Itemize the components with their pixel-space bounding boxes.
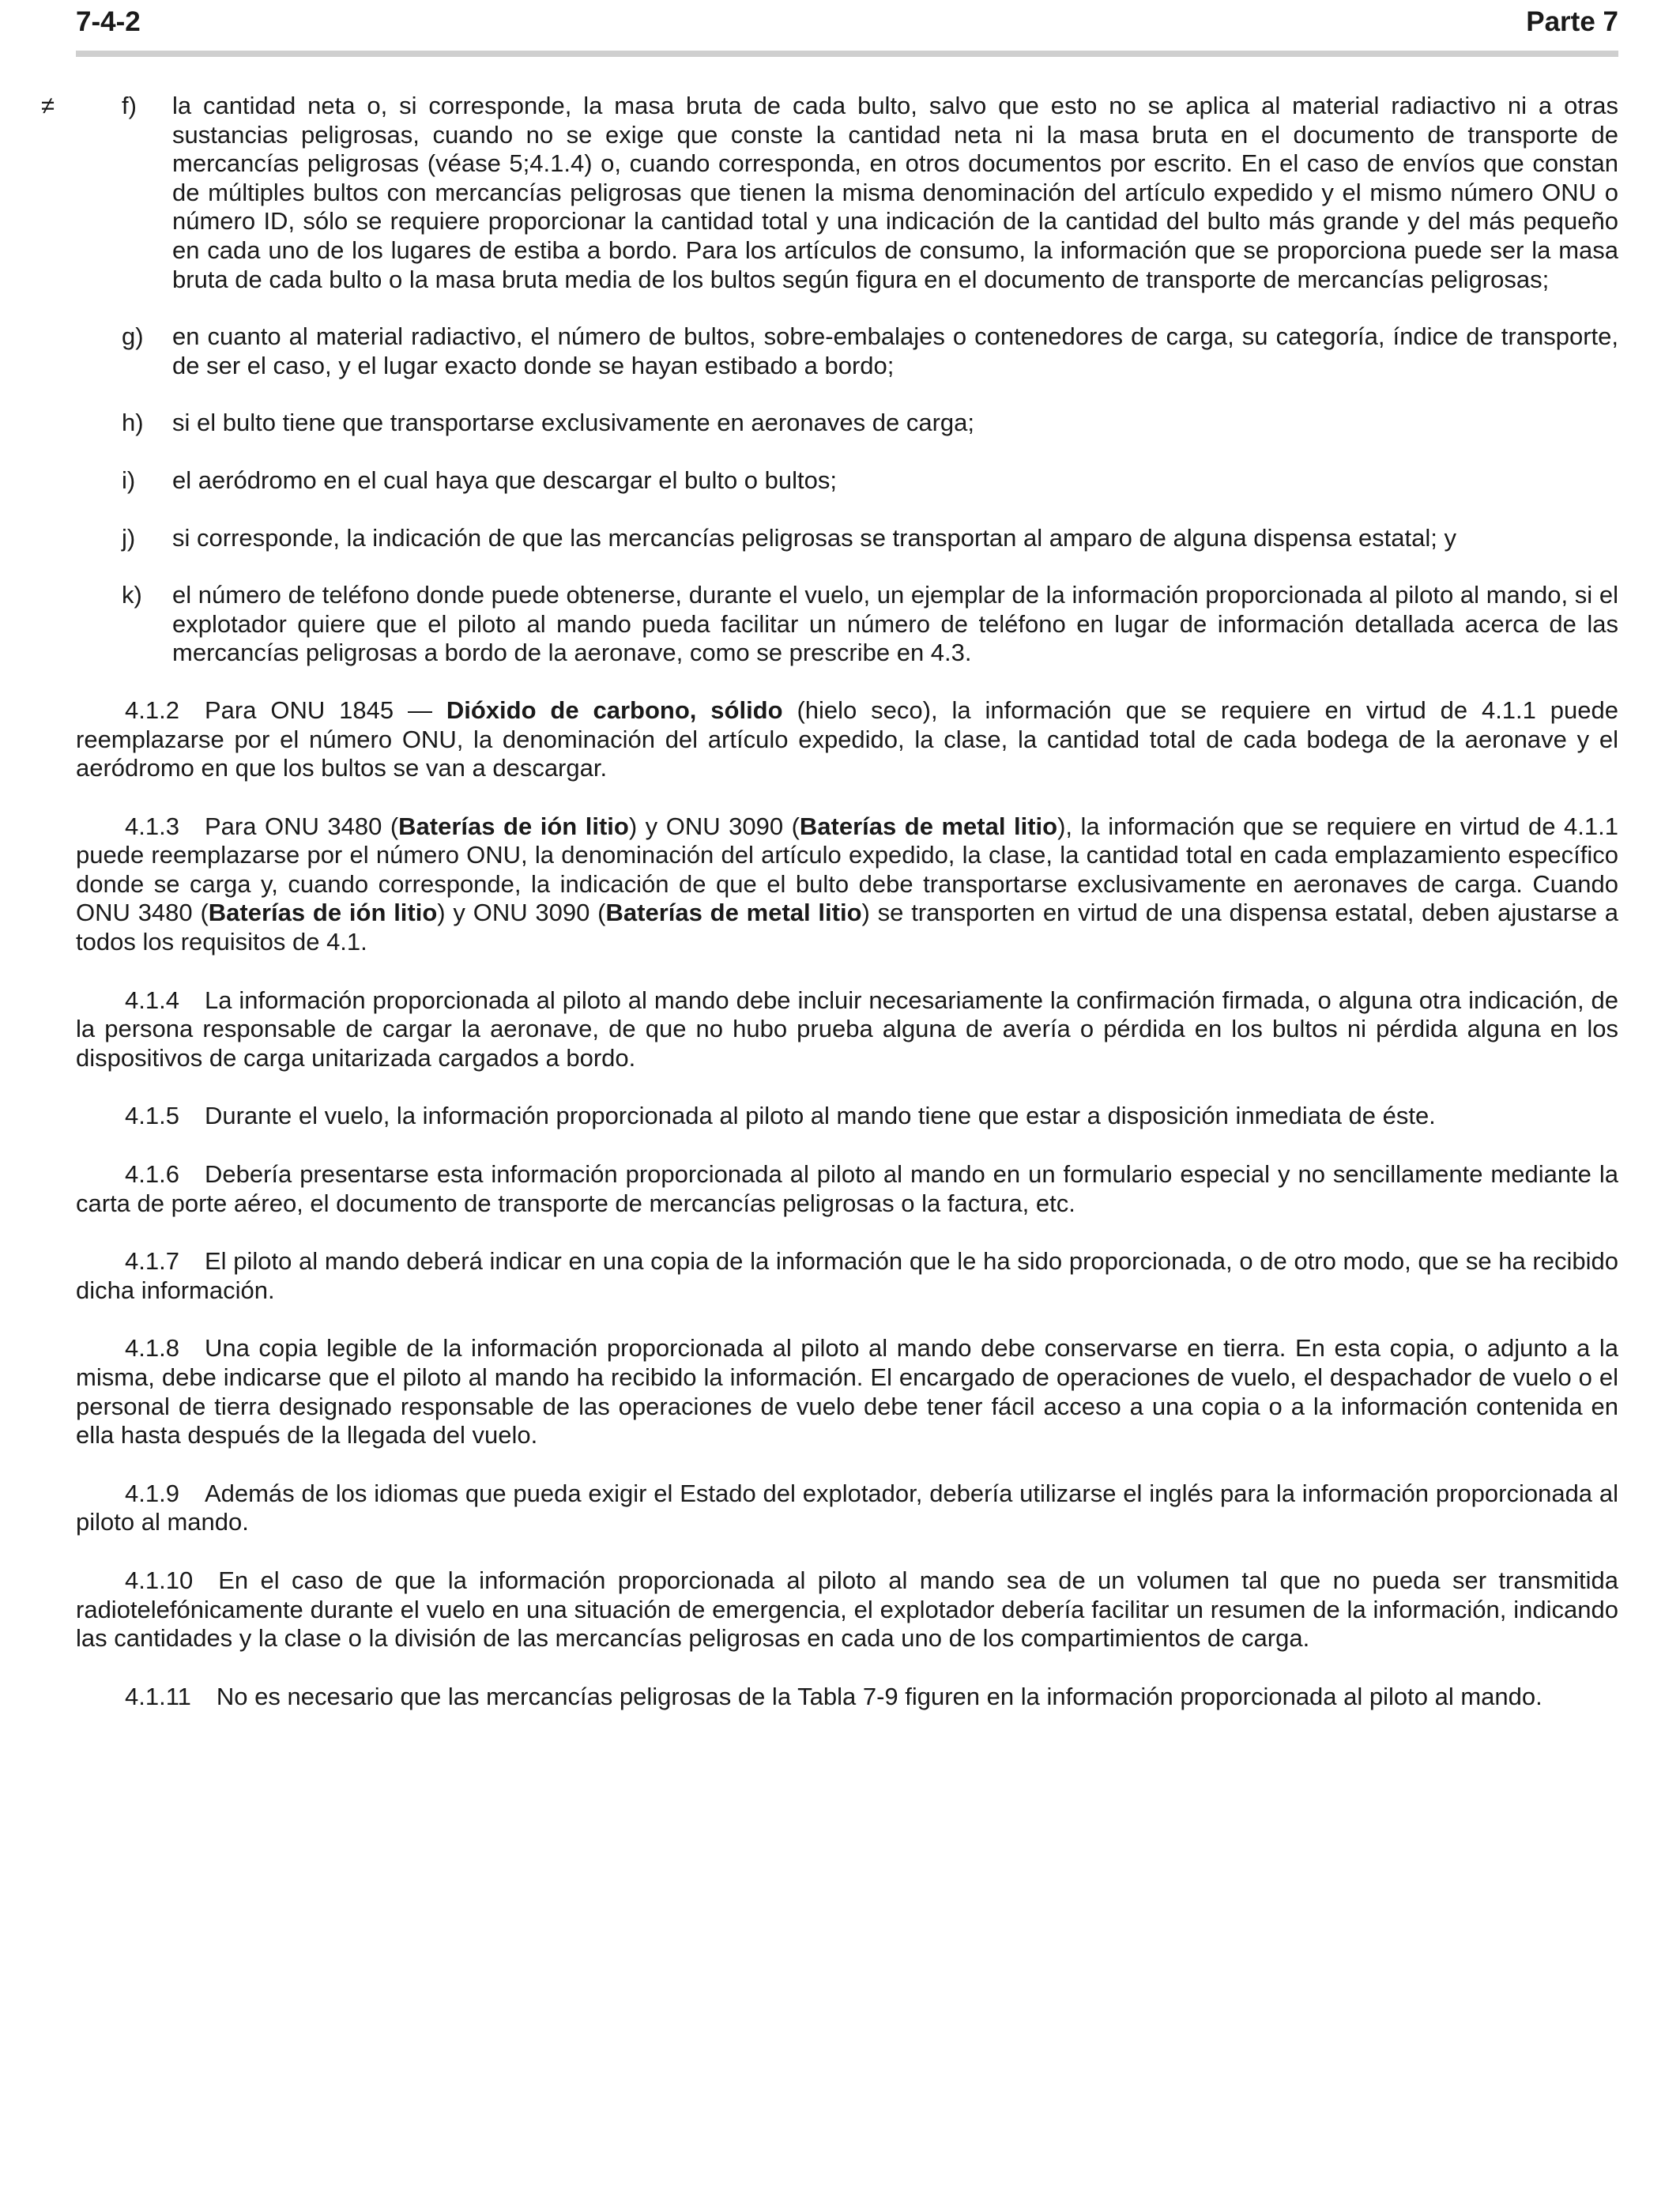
paragraph-text: Debería presentarse esta información proporcionada al piloto al mando en un formulario especial y no sencillamente mediante la carta de porte aéreo, el documento de transporte de mercancías peligrosas o la factura, etc.: [76, 1160, 1618, 1217]
paragraph-text: Para ONU 3480 (: [204, 812, 399, 840]
numbered-paragraph: [76, 1334, 1618, 1449]
numbered-paragraph: [76, 1160, 1618, 1218]
paragraph-text: Para ONU 1845 —: [204, 696, 446, 724]
list-item-text: el número de teléfono donde puede obtenerse, durante el vuelo, un ejemplar de la información proporcionada al piloto al mando, si el explotador quiere que el piloto al mando pueda facilitar un número de teléfono en lugar de información detallada acerca de las mercancías peligrosas a bordo de la aeronave, como se prescribe en 4.3.: [172, 581, 1618, 667]
paragraph-text: La información proporcionada al piloto al mando debe incluir necesariamente la confirmación firmada, o alguna otra indicación, de la persona responsable de cargar la aeronave, de que no hubo prueba alguna de avería o pérdida en los bultos ni pérdida alguna en los dispositivos de carga unitarizada cargados a bordo.: [76, 986, 1618, 1072]
list-item: [76, 322, 1618, 380]
document-body: [41, 92, 1618, 1740]
bold-term: Baterías de metal litio: [799, 812, 1058, 840]
list-item-label: f): [122, 92, 137, 119]
paragraph-number: 4.1.5: [125, 1102, 179, 1130]
bold-term: Baterías de ión litio: [208, 899, 438, 927]
paragraph-text: El piloto al mando deberá indicar en una copia de la información que le ha sido proporcionada, o de otro modo, que se ha recibido dicha información.: [76, 1247, 1618, 1304]
paragraph-text: Durante el vuelo, la información proporcionada al piloto al mando tiene que estar a disposición inmediata de éste.: [204, 1102, 1436, 1130]
paragraph-text: ), la información que se requiere en virtud de 4.1.1 puede reemplazarse por el número ONU, la denominación del artículo expedido, la clase, la cantidad total en cada emplazamiento específico donde se carga y, cuando corresponde, la indicación de que el bulto debe transportarse exclusivamente en aeronaves de carga. Cuando ONU 3480 (: [76, 812, 1618, 927]
list-item-text: si corresponde, la indicación de que las mercancías peligrosas se transportan al amparo de alguna dispensa estatal; y: [172, 523, 1457, 552]
list-item-label: h): [122, 409, 144, 437]
bold-term: Baterías de ión litio: [398, 812, 629, 840]
paragraph-text: Una copia legible de la información proporcionada al piloto al mando debe conservarse en tierra. En esta copia, o adjunto a la misma, debe indicarse que el piloto al mando ha recibido la información. El encargado de operaciones de vuelo, el despachador de vuelo o el personal de tierra designado responsable de las operaciones de vuelo debe tener fácil acceso a una copia o a la información contenida en ella hasta después de la llegada del vuelo.: [76, 1334, 1618, 1449]
paragraph-number: 4.1.8: [125, 1334, 179, 1363]
list-item: [76, 466, 1618, 496]
paragraph-number: 4.1.9: [125, 1479, 179, 1507]
paragraph-number: 4.1.3: [125, 812, 179, 840]
numbered-paragraph: [76, 986, 1618, 1073]
list-item-text: si el bulto tiene que transportarse exclusivamente en aeronaves de carga;: [172, 409, 974, 437]
numbered-paragraph: [76, 1480, 1618, 1537]
list-item: [41, 92, 1618, 294]
part-label: Parte 7: [1526, 6, 1618, 37]
paragraph-number: 4.1.4: [125, 986, 179, 1014]
paragraph-number: 4.1.11: [125, 1682, 191, 1710]
numbered-paragraph: [76, 1683, 1618, 1712]
paragraph-text: En el caso de que la información proporcionada al piloto al mando sea de un volumen tal que no pueda ser transmitida radiotelefónicamente durante el vuelo en una situación de emergencia, el explotador debería facilitar un resumen de la información, indicando las cantidades y la clase o la división de las mercancías peligrosas en cada uno de los compartimientos de carga.: [76, 1566, 1618, 1653]
paragraph-text: ) y ONU 3090 (: [628, 812, 800, 840]
list-item-text: en cuanto al material radiactivo, el número de bultos, sobre-embalajes o contenedores de carga, su categoría, índice de transporte, de ser el caso, y el lugar exacto donde se hayan estibado a bordo;: [172, 322, 1618, 379]
list-item-text: el aeródromo en el cual haya que descargar el bulto o bultos;: [172, 466, 837, 494]
paragraph-text: ) se transporten en virtud de una dispensa estatal, deben ajustarse a todos los requisitos de 4.1.: [76, 899, 1618, 956]
list-item-label: j): [122, 523, 136, 552]
paragraph-number: 4.1.6: [125, 1160, 179, 1189]
list-item: [76, 581, 1618, 668]
list-item: [76, 409, 1618, 438]
page-header: [76, 2, 1618, 57]
list-item: [76, 524, 1618, 553]
page-number: 7-4-2: [76, 6, 141, 37]
item-list: [41, 92, 1618, 668]
paragraph-text: No es necesario que las mercancías peligrosas de la Tabla 7-9 figuren en la información proporcionada al piloto al mando.: [216, 1682, 1543, 1710]
paragraph-text: ) y ONU 3090 (: [437, 899, 606, 927]
numbered-paragraph: [76, 1102, 1618, 1131]
paragraph-text: Además de los idiomas que pueda exigir el Estado del explotador, debería utilizarse el inglés para la información proporcionada al piloto al mando.: [76, 1479, 1618, 1536]
paragraph-text: (hielo seco), la información que se requiere en virtud de 4.1.1 puede reemplazarse por el número ONU, la denominación del artículo expedido, la clase, la cantidad total de cada bodega de la aeronave y el aeródromo en que los bultos se van a descargar.: [76, 696, 1618, 782]
paragraph-number: 4.1.2: [125, 696, 179, 724]
paragraph-number: 4.1.7: [125, 1247, 179, 1276]
paragraph-number: 4.1.10: [125, 1566, 194, 1594]
bold-term: Baterías de metal litio: [605, 899, 862, 927]
bold-term: Dióxido de carbono, sólido: [446, 696, 783, 724]
list-item-label: i): [122, 466, 136, 494]
numbered-paragraph: [76, 812, 1618, 957]
paragraph-list: [76, 696, 1618, 1711]
list-item-text: la cantidad neta o, si corresponde, la masa bruta de cada bulto, salvo que esto no se aplica al material radiactivo ni a otras sustancias peligrosas, cuando no se exige que conste la cantidad neta ni la masa bruta en el documento de transporte de mercancías peligrosas (véase 5;4.1.4) o, cuando corresponda, en otros documentos por escrito. En el caso de envíos que constan de múltiples bultos con mercancías peligrosas que tienen la misma denominación del artículo expedido y el mismo número ONU o número ID, sólo se requiere proporcionar la cantidad total y una indicación de la cantidad del bulto más grande y del más pequeño en cada uno de los lugares de estiba a bordo. Para los artículos de consumo, la información que se proporciona puede ser la masa bruta de cada bulto o la masa bruta media de los bultos según figura en el documento de transporte de mercancías peligrosas;: [172, 92, 1618, 293]
change-mark: ≠: [41, 92, 55, 119]
numbered-paragraph: [76, 1566, 1618, 1653]
numbered-paragraph: [76, 696, 1618, 783]
list-item-label: k): [122, 581, 142, 609]
numbered-paragraph: [76, 1247, 1618, 1305]
list-item-label: g): [122, 322, 144, 351]
